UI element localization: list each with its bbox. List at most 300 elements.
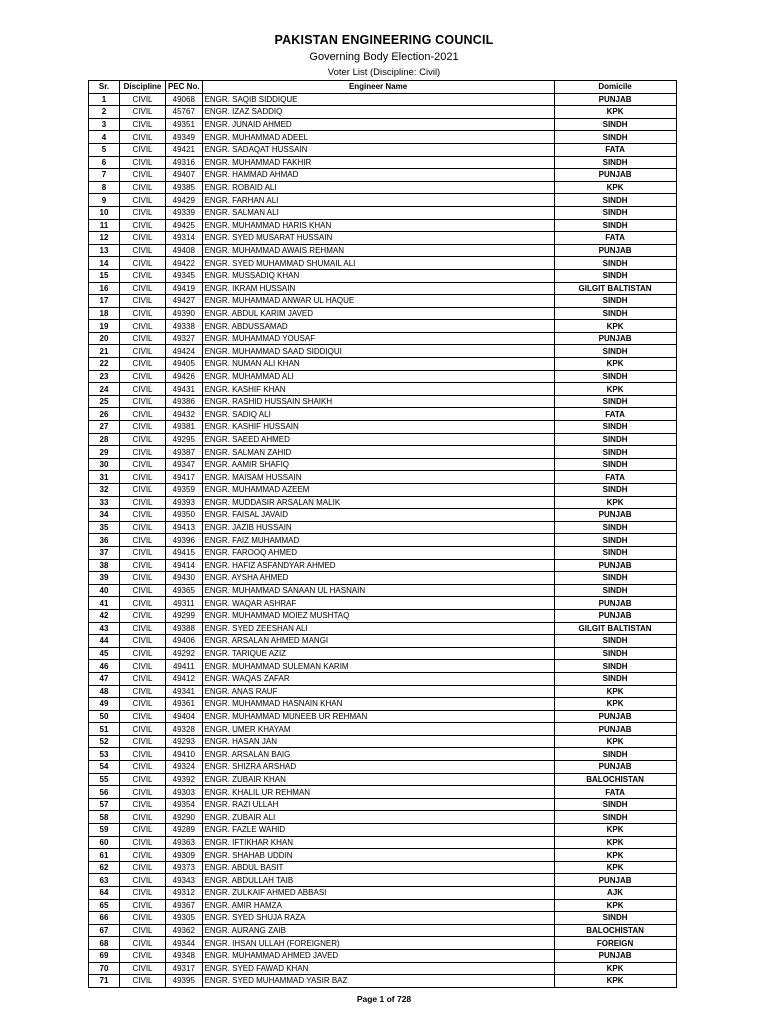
- engineer-name-cell: ENGR. ZUBAIR ALI: [202, 811, 554, 824]
- table-row: [89, 194, 677, 207]
- pec-no-cell: 49317: [166, 962, 203, 975]
- pec-no-cell: 49314: [166, 232, 203, 245]
- table-row: [89, 534, 677, 547]
- pec-no-cell: 49393: [166, 496, 203, 509]
- domicile-cell: GILGIT BALTISTAN: [554, 622, 676, 635]
- sr-cell: 9: [89, 194, 120, 207]
- table-row: [89, 609, 677, 622]
- discipline-cell: CIVIL: [120, 798, 166, 811]
- table-row: [89, 647, 677, 660]
- engineer-name-cell: ENGR. MUDDASIR ARSALAN MALIK: [202, 496, 554, 509]
- domicile-cell: FATA: [554, 143, 676, 156]
- table-row: [89, 761, 677, 774]
- sr-cell: 69: [89, 949, 120, 962]
- discipline-cell: CIVIL: [120, 395, 166, 408]
- domicile-cell: SINDH: [554, 131, 676, 144]
- sr-cell: 24: [89, 383, 120, 396]
- engineer-name-cell: ENGR. TARIQUE AZIZ: [202, 647, 554, 660]
- engineer-name-cell: ENGR. ANAS RAUF: [202, 685, 554, 698]
- domicile-cell: SINDH: [554, 269, 676, 282]
- table-row: [89, 546, 677, 559]
- discipline-cell: CIVIL: [120, 332, 166, 345]
- sr-cell: 12: [89, 232, 120, 245]
- pec-no-cell: 49293: [166, 735, 203, 748]
- domicile-cell: SINDH: [554, 307, 676, 320]
- pec-no-cell: 49303: [166, 786, 203, 799]
- sr-cell: 33: [89, 496, 120, 509]
- domicile-cell: GILGIT BALTISTAN: [554, 282, 676, 295]
- engineer-name-cell: ENGR. ABDUSSAMAD: [202, 320, 554, 333]
- table-row: [89, 295, 677, 308]
- discipline-cell: CIVIL: [120, 307, 166, 320]
- discipline-cell: CIVIL: [120, 836, 166, 849]
- engineer-name-cell: ENGR. FAROOQ AHMED: [202, 546, 554, 559]
- discipline-cell: CIVIL: [120, 874, 166, 887]
- engineer-name-cell: ENGR. SALMAN ZAHID: [202, 446, 554, 459]
- table-row: [89, 118, 677, 131]
- domicile-cell: SINDH: [554, 484, 676, 497]
- sr-cell: 26: [89, 408, 120, 421]
- discipline-cell: CIVIL: [120, 118, 166, 131]
- sr-cell: 55: [89, 773, 120, 786]
- domicile-cell: SINDH: [554, 546, 676, 559]
- sr-cell: 5: [89, 143, 120, 156]
- discipline-cell: CIVIL: [120, 232, 166, 245]
- engineer-name-cell: ENGR. MUHAMMAD AWAIS REHMAN: [202, 244, 554, 257]
- engineer-name-cell: ENGR. ZUBAIR KHAN: [202, 773, 554, 786]
- list-title: Voter List (Discipline: Civil): [327, 67, 441, 78]
- domicile-cell: KPK: [554, 383, 676, 396]
- discipline-cell: CIVIL: [120, 433, 166, 446]
- engineer-name-cell: ENGR. WAQAR ASHRAF: [202, 597, 554, 610]
- table-row: [89, 962, 677, 975]
- discipline-cell: CIVIL: [120, 748, 166, 761]
- discipline-cell: CIVIL: [120, 370, 166, 383]
- pec-no-cell: 49425: [166, 219, 203, 232]
- table-row: [89, 685, 677, 698]
- engineer-name-cell: ENGR. RASHID HUSSAIN SHAIKH: [202, 395, 554, 408]
- engineer-name-cell: ENGR. MUHAMMAD HASNAIN KHAN: [202, 698, 554, 711]
- domicile-cell: SINDH: [554, 446, 676, 459]
- pec-no-cell: 49365: [166, 584, 203, 597]
- discipline-cell: CIVIL: [120, 685, 166, 698]
- discipline-cell: CIVIL: [120, 219, 166, 232]
- sr-cell: 18: [89, 307, 120, 320]
- engineer-name-cell: ENGR. AMIR HAMZA: [202, 899, 554, 912]
- table-row: [89, 559, 677, 572]
- domicile-cell: SINDH: [554, 572, 676, 585]
- sr-cell: 51: [89, 723, 120, 736]
- discipline-cell: CIVIL: [120, 698, 166, 711]
- sr-cell: 71: [89, 975, 120, 988]
- pec-no-cell: 49349: [166, 131, 203, 144]
- discipline-cell: CIVIL: [120, 912, 166, 925]
- pec-no-cell: 49299: [166, 609, 203, 622]
- engineer-name-cell: ENGR. SYED FAWAD KHAN: [202, 962, 554, 975]
- table-row: [89, 345, 677, 358]
- sr-cell: 34: [89, 509, 120, 522]
- discipline-cell: CIVIL: [120, 458, 166, 471]
- pec-no-cell: 49289: [166, 824, 203, 837]
- domicile-cell: PUNJAB: [554, 509, 676, 522]
- domicile-cell: PUNJAB: [554, 761, 676, 774]
- sr-cell: 63: [89, 874, 120, 887]
- discipline-cell: CIVIL: [120, 824, 166, 837]
- domicile-cell: SINDH: [554, 194, 676, 207]
- table-row: [89, 332, 677, 345]
- pec-no-cell: 49414: [166, 559, 203, 572]
- pec-no-cell: 49427: [166, 295, 203, 308]
- pec-no-cell: 49345: [166, 269, 203, 282]
- discipline-cell: CIVIL: [120, 584, 166, 597]
- domicile-cell: KPK: [554, 849, 676, 862]
- sr-cell: 58: [89, 811, 120, 824]
- sr-cell: 49: [89, 698, 120, 711]
- sr-cell: 35: [89, 521, 120, 534]
- domicile-cell: SINDH: [554, 156, 676, 169]
- engineer-name-cell: ENGR. FAIZ MUHAMMAD: [202, 534, 554, 547]
- pec-no-cell: 49367: [166, 899, 203, 912]
- sr-cell: 57: [89, 798, 120, 811]
- sr-cell: 29: [89, 446, 120, 459]
- pec-no-cell: 49388: [166, 622, 203, 635]
- engineer-name-cell: ENGR. ARSALAN AHMED MANGI: [202, 635, 554, 648]
- domicile-cell: KPK: [554, 861, 676, 874]
- table-row: [89, 383, 677, 396]
- table-row: [89, 131, 677, 144]
- discipline-cell: CIVIL: [120, 811, 166, 824]
- domicile-cell: SINDH: [554, 521, 676, 534]
- sr-cell: 66: [89, 912, 120, 925]
- engineer-name-cell: ENGR. ABDUL KARIM JAVED: [202, 307, 554, 320]
- engineer-name-cell: ENGR. FARHAN ALI: [202, 194, 554, 207]
- sr-cell: 36: [89, 534, 120, 547]
- table-row: [89, 710, 677, 723]
- engineer-name-cell: ENGR. KHALIL UR REHMAN: [202, 786, 554, 799]
- pec-no-cell: 49386: [166, 395, 203, 408]
- domicile-cell: PUNJAB: [554, 609, 676, 622]
- domicile-cell: SINDH: [554, 433, 676, 446]
- domicile-cell: KPK: [554, 320, 676, 333]
- sr-cell: 6: [89, 156, 120, 169]
- pec-no-cell: 49354: [166, 798, 203, 811]
- pec-no-cell: 49408: [166, 244, 203, 257]
- pec-no-cell: 49359: [166, 484, 203, 497]
- table-row: [89, 282, 677, 295]
- pec-no-cell: 49363: [166, 836, 203, 849]
- domicile-cell: PUNJAB: [554, 244, 676, 257]
- discipline-cell: CIVIL: [120, 861, 166, 874]
- domicile-cell: SINDH: [554, 421, 676, 434]
- domicile-cell: SINDH: [554, 345, 676, 358]
- pec-no-cell: 49387: [166, 446, 203, 459]
- sr-cell: 45: [89, 647, 120, 660]
- document-title: PAKISTAN ENGINEERING COUNCIL: [274, 33, 494, 47]
- table-row: [89, 786, 677, 799]
- sr-cell: 7: [89, 169, 120, 182]
- pec-no-cell: 49344: [166, 937, 203, 950]
- table-row: [89, 874, 677, 887]
- engineer-name-cell: ENGR. MUHAMMAD AHMED JAVED: [202, 949, 554, 962]
- discipline-cell: CIVIL: [120, 609, 166, 622]
- pec-no-cell: 49431: [166, 383, 203, 396]
- sr-cell: 54: [89, 761, 120, 774]
- engineer-name-cell: ENGR. IZAZ SADDIQ: [202, 106, 554, 119]
- pec-no-cell: 49417: [166, 471, 203, 484]
- table-row: [89, 143, 677, 156]
- domicile-cell: PUNJAB: [554, 723, 676, 736]
- pec-no-cell: 49406: [166, 635, 203, 648]
- sr-cell: 68: [89, 937, 120, 950]
- pec-no-cell: 49421: [166, 143, 203, 156]
- engineer-name-cell: ENGR. SAEED AHMED: [202, 433, 554, 446]
- engineer-name-cell: ENGR. UMER KHAYAM: [202, 723, 554, 736]
- engineer-name-cell: ENGR. MUHAMMAD SAAD SIDDIQUI: [202, 345, 554, 358]
- engineer-name-cell: ENGR. KASHIF HUSSAIN: [202, 421, 554, 434]
- pec-no-cell: 49429: [166, 194, 203, 207]
- domicile-cell: SINDH: [554, 395, 676, 408]
- table-row: [89, 307, 677, 320]
- domicile-cell: PUNJAB: [554, 93, 676, 106]
- domicile-cell: PUNJAB: [554, 332, 676, 345]
- domicile-cell: AJK: [554, 887, 676, 900]
- discipline-cell: CIVIL: [120, 975, 166, 988]
- engineer-name-cell: ENGR. MUHAMMAD ADEEL: [202, 131, 554, 144]
- engineer-name-cell: ENGR. HAMMAD AHMAD: [202, 169, 554, 182]
- sr-cell: 1: [89, 93, 120, 106]
- engineer-name-cell: ENGR. SALMAN ALI: [202, 206, 554, 219]
- discipline-cell: CIVIL: [120, 521, 166, 534]
- table-row: [89, 181, 677, 194]
- pec-no-cell: 49351: [166, 118, 203, 131]
- table-row: [89, 572, 677, 585]
- engineer-name-cell: ENGR. IHSAN ULLAH (FOREIGNER): [202, 937, 554, 950]
- table-row: [89, 584, 677, 597]
- engineer-name-cell: ENGR. FAISAL JAVAID: [202, 509, 554, 522]
- pec-no-cell: 49347: [166, 458, 203, 471]
- domicile-cell: SINDH: [554, 798, 676, 811]
- discipline-cell: CIVIL: [120, 899, 166, 912]
- domicile-cell: PUNJAB: [554, 169, 676, 182]
- table-row: [89, 748, 677, 761]
- sr-cell: 47: [89, 672, 120, 685]
- discipline-cell: CIVIL: [120, 735, 166, 748]
- engineer-name-cell: ENGR. IKRAM HUSSAIN: [202, 282, 554, 295]
- domicile-cell: SINDH: [554, 206, 676, 219]
- table-header-row: [89, 81, 677, 94]
- discipline-cell: CIVIL: [120, 761, 166, 774]
- discipline-cell: CIVIL: [120, 723, 166, 736]
- table-row: [89, 521, 677, 534]
- pec-no-cell: 49290: [166, 811, 203, 824]
- pec-no-cell: 49385: [166, 181, 203, 194]
- pec-no-cell: 49361: [166, 698, 203, 711]
- engineer-name-cell: ENGR. WAQAS ZAFAR: [202, 672, 554, 685]
- sr-cell: 48: [89, 685, 120, 698]
- table-row: [89, 672, 677, 685]
- discipline-cell: CIVIL: [120, 710, 166, 723]
- table-row: [89, 924, 677, 937]
- discipline-cell: CIVIL: [120, 773, 166, 786]
- discipline-cell: CIVIL: [120, 496, 166, 509]
- pec-no-cell: 49422: [166, 257, 203, 270]
- sr-cell: 64: [89, 887, 120, 900]
- engineer-name-cell: ENGR. SYED ZEESHAN ALI: [202, 622, 554, 635]
- table-row: [89, 433, 677, 446]
- table-row: [89, 509, 677, 522]
- discipline-cell: CIVIL: [120, 546, 166, 559]
- sr-cell: 40: [89, 584, 120, 597]
- pec-no-cell: 49411: [166, 660, 203, 673]
- engineer-name-cell: ENGR. IFTIKHAR KHAN: [202, 836, 554, 849]
- discipline-cell: CIVIL: [120, 383, 166, 396]
- sr-cell: 67: [89, 924, 120, 937]
- table-row: [89, 849, 677, 862]
- sr-cell: 56: [89, 786, 120, 799]
- sr-cell: 52: [89, 735, 120, 748]
- table-row: [89, 446, 677, 459]
- sr-cell: 41: [89, 597, 120, 610]
- domicile-cell: PUNJAB: [554, 874, 676, 887]
- discipline-cell: CIVIL: [120, 559, 166, 572]
- column-header-sr: Sr.: [89, 81, 120, 94]
- engineer-name-cell: ENGR. MUHAMMAD SULEMAN KARIM: [202, 660, 554, 673]
- pec-no-cell: 49392: [166, 773, 203, 786]
- engineer-name-cell: ENGR. HASAN JAN: [202, 735, 554, 748]
- engineer-name-cell: ENGR. SYED MUHAMMAD SHUMAIL ALI: [202, 257, 554, 270]
- discipline-cell: CIVIL: [120, 446, 166, 459]
- sr-cell: 30: [89, 458, 120, 471]
- voter-table: [88, 80, 677, 988]
- discipline-cell: CIVIL: [120, 169, 166, 182]
- pec-no-cell: 49292: [166, 647, 203, 660]
- engineer-name-cell: ENGR. SADAQAT HUSSAIN: [202, 143, 554, 156]
- engineer-name-cell: ENGR. SYED MUSARAT HUSSAIN: [202, 232, 554, 245]
- domicile-cell: PUNJAB: [554, 949, 676, 962]
- pec-no-cell: 49339: [166, 206, 203, 219]
- domicile-cell: SINDH: [554, 660, 676, 673]
- table-row: [89, 836, 677, 849]
- domicile-cell: KPK: [554, 836, 676, 849]
- sr-cell: 2: [89, 106, 120, 119]
- domicile-cell: FATA: [554, 471, 676, 484]
- engineer-name-cell: ENGR. SYED SHUJA RAZA: [202, 912, 554, 925]
- table-row: [89, 169, 677, 182]
- pec-no-cell: 49410: [166, 748, 203, 761]
- discipline-cell: CIVIL: [120, 647, 166, 660]
- sr-cell: 17: [89, 295, 120, 308]
- table-row: [89, 496, 677, 509]
- domicile-cell: FOREIGN: [554, 937, 676, 950]
- discipline-cell: CIVIL: [120, 949, 166, 962]
- table-row: [89, 824, 677, 837]
- discipline-cell: CIVIL: [120, 484, 166, 497]
- discipline-cell: CIVIL: [120, 106, 166, 119]
- pec-no-cell: 49362: [166, 924, 203, 937]
- pec-no-cell: 49373: [166, 861, 203, 874]
- engineer-name-cell: ENGR. MAISAM HUSSAIN: [202, 471, 554, 484]
- domicile-cell: KPK: [554, 824, 676, 837]
- table-row: [89, 232, 677, 245]
- discipline-cell: CIVIL: [120, 572, 166, 585]
- table-row: [89, 887, 677, 900]
- pec-no-cell: 49338: [166, 320, 203, 333]
- table-row: [89, 370, 677, 383]
- table-row: [89, 106, 677, 119]
- engineer-name-cell: ENGR. MUHAMMAD FAKHIR: [202, 156, 554, 169]
- pec-no-cell: 49390: [166, 307, 203, 320]
- table-row: [89, 458, 677, 471]
- engineer-name-cell: ENGR. MUHAMMAD YOUSAF: [202, 332, 554, 345]
- table-row: [89, 635, 677, 648]
- table-row: [89, 660, 677, 673]
- domicile-cell: KPK: [554, 358, 676, 371]
- table-row: [89, 219, 677, 232]
- domicile-cell: KPK: [554, 106, 676, 119]
- column-header-pec-no: PEC No.: [166, 81, 203, 94]
- domicile-cell: KPK: [554, 685, 676, 698]
- table-row: [89, 408, 677, 421]
- domicile-cell: SINDH: [554, 370, 676, 383]
- discipline-cell: CIVIL: [120, 962, 166, 975]
- domicile-cell: SINDH: [554, 912, 676, 925]
- discipline-cell: CIVIL: [120, 181, 166, 194]
- sr-cell: 15: [89, 269, 120, 282]
- sr-cell: 27: [89, 421, 120, 434]
- sr-cell: 39: [89, 572, 120, 585]
- sr-cell: 37: [89, 546, 120, 559]
- sr-cell: 19: [89, 320, 120, 333]
- pec-no-cell: 49316: [166, 156, 203, 169]
- discipline-cell: CIVIL: [120, 635, 166, 648]
- engineer-name-cell: ENGR. MUHAMMAD AZEEM: [202, 484, 554, 497]
- engineer-name-cell: ENGR. NUMAN ALI KHAN: [202, 358, 554, 371]
- table-row: [89, 206, 677, 219]
- pec-no-cell: 49328: [166, 723, 203, 736]
- discipline-cell: CIVIL: [120, 131, 166, 144]
- table-row: [89, 395, 677, 408]
- domicile-cell: FATA: [554, 408, 676, 421]
- page-number: Page 1 of 728: [356, 994, 412, 1004]
- sr-cell: 65: [89, 899, 120, 912]
- domicile-cell: KPK: [554, 735, 676, 748]
- engineer-name-cell: ENGR. KASHIF KHAN: [202, 383, 554, 396]
- sr-cell: 4: [89, 131, 120, 144]
- sr-cell: 59: [89, 824, 120, 837]
- discipline-cell: CIVIL: [120, 156, 166, 169]
- domicile-cell: SINDH: [554, 219, 676, 232]
- pec-no-cell: 49426: [166, 370, 203, 383]
- sr-cell: 53: [89, 748, 120, 761]
- domicile-cell: KPK: [554, 899, 676, 912]
- engineer-name-cell: ENGR. AAMIR SHAFIQ: [202, 458, 554, 471]
- discipline-cell: CIVIL: [120, 358, 166, 371]
- table-row: [89, 937, 677, 950]
- pec-no-cell: 49295: [166, 433, 203, 446]
- pec-no-cell: 49312: [166, 887, 203, 900]
- engineer-name-cell: ENGR. ABDUL BASIT: [202, 861, 554, 874]
- document-subtitle: Governing Body Election-2021: [309, 51, 459, 63]
- table-row: [89, 622, 677, 635]
- domicile-cell: KPK: [554, 975, 676, 988]
- discipline-cell: CIVIL: [120, 408, 166, 421]
- discipline-cell: CIVIL: [120, 345, 166, 358]
- discipline-cell: CIVIL: [120, 924, 166, 937]
- table-row: [89, 320, 677, 333]
- engineer-name-cell: ENGR. ZULKAIF AHMED ABBASI: [202, 887, 554, 900]
- pec-no-cell: 49419: [166, 282, 203, 295]
- table-row: [89, 912, 677, 925]
